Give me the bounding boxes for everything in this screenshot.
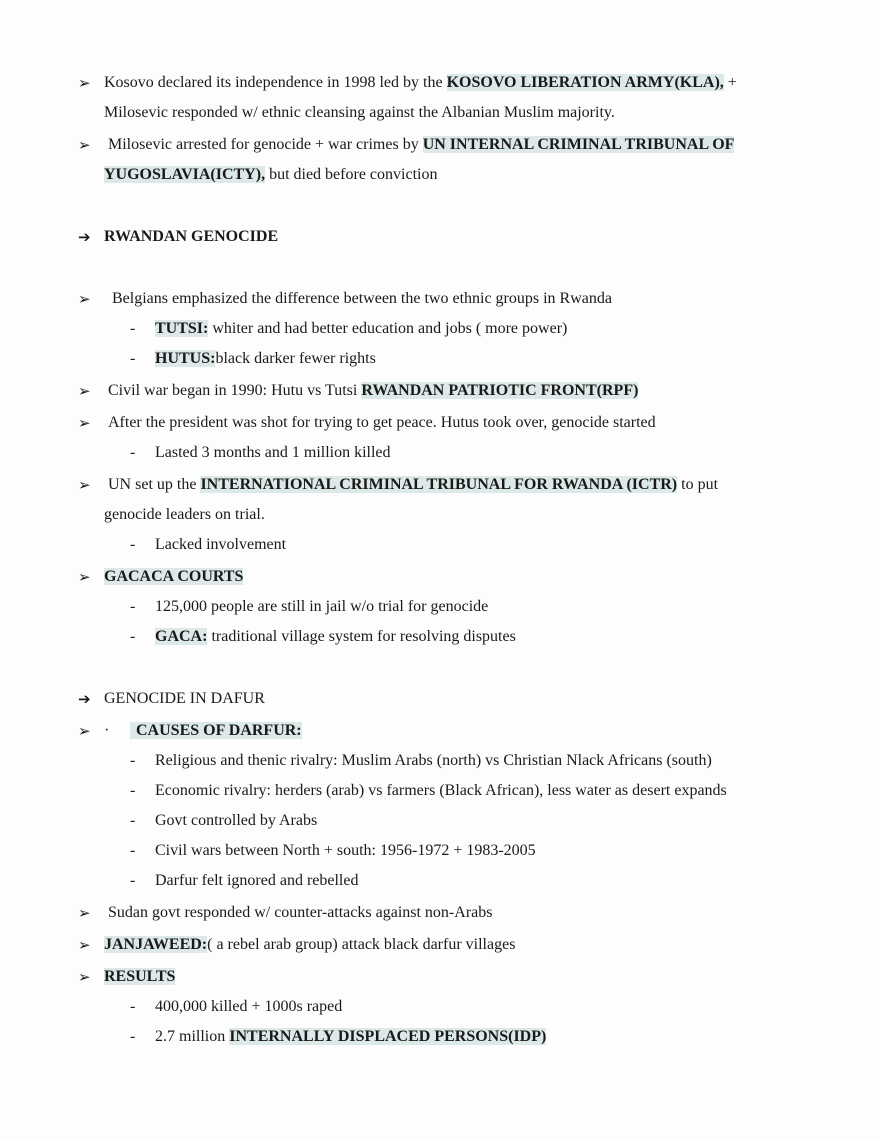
idp-highlight: INTERNALLY DISPLACED PERSONS(IDP) — [229, 1028, 547, 1045]
gacaca-highlight: GACACA COURTS — [104, 568, 244, 585]
results-highlight: RESULTS — [104, 968, 176, 985]
bullet-marker: ➢ — [78, 568, 91, 586]
cause-item: Darfur felt ignored and rebelled — [155, 872, 359, 889]
milosevic-line-1: Milosevic arrested for genocide + war crimes by UN INTERNAL CRIMINAL TRIBUNAL OF — [108, 136, 735, 153]
bullet-marker: ➢ — [78, 414, 91, 432]
bullet-marker: ➢ — [78, 382, 91, 400]
milosevic-line-2: YUGOSLAVIA(ICTY), but died before conviction — [104, 166, 438, 183]
president-line: After the president was shot for trying to get peace. Hutus took over, genocide started — [108, 414, 656, 431]
dash-marker: - — [130, 628, 136, 645]
bullet-marker: ➢ — [78, 476, 91, 494]
sudan-line: Sudan govt responded w/ counter-attacks against non-Arabs — [108, 904, 493, 921]
tutsi-term: TUTSI: — [155, 320, 209, 337]
arrow-marker: ➔ — [78, 228, 91, 246]
janjaweed-line: JANJAWEED:( a rebel arab group) attack black darfur villages — [104, 936, 516, 953]
tutsi-line: TUTSI: whiter and had better education and jobs ( more power) — [155, 320, 568, 337]
dash-marker: - — [130, 444, 136, 461]
ictr-line-1: UN set up the INTERNATIONAL CRIMINAL TRIBUNAL FOR RWANDA (ICTR) to put — [108, 476, 719, 493]
causes-highlight: CAUSES OF DARFUR: — [130, 722, 302, 739]
bullet-marker: ➢ — [78, 968, 91, 986]
dash-marker: - — [130, 320, 136, 337]
gaca-term: GACA: — [155, 628, 208, 645]
results-line — [104, 967, 175, 987]
kosovo-line-2: Milosevic responded w/ ethnic cleansing against the Albanian Muslim majority. — [104, 104, 615, 121]
kosovo-line-1: Kosovo declared its independence in 1998 led by the KOSOVO LIBERATION ARMY(KLA), + — [104, 74, 737, 91]
cause-item: Govt controlled by Arabs — [155, 812, 318, 829]
dash-marker: - — [130, 1028, 136, 1045]
lasted-line: Lasted 3 months and 1 million killed — [155, 444, 391, 461]
causes-dot: · — [104, 722, 110, 739]
hutus-line: HUTUS:black darker fewer rights — [155, 350, 376, 367]
arrow-marker: ➔ — [78, 690, 91, 708]
bullet-marker: ➢ — [78, 904, 91, 922]
ictr-line-2: genocide leaders on trial. — [104, 506, 265, 523]
lacked-line: Lacked involvement — [155, 536, 287, 553]
ictr-highlight: INTERNATIONAL CRIMINAL TRIBUNAL FOR RWANDA (ICTR) — [200, 476, 678, 493]
gaca-line: GACA: traditional village system for resolving disputes — [155, 628, 516, 645]
dash-marker: - — [130, 842, 136, 859]
dash-marker: - — [130, 998, 136, 1015]
belgians-line: Belgians emphasized the difference between the two ethnic groups in Rwanda — [112, 290, 612, 307]
dash-marker: - — [130, 752, 136, 769]
dash-marker: - — [130, 812, 136, 829]
bullet-marker: ➢ — [78, 136, 91, 154]
gacaca-line — [104, 567, 243, 587]
civil-war-line: Civil war began in 1990: Hutu vs Tutsi RWANDAN PATRIOTIC FRONT(RPF) — [108, 382, 639, 399]
kla-highlight: KOSOVO LIBERATION ARMY(KLA), — [446, 74, 724, 91]
darfur-heading: GENOCIDE IN DAFUR — [104, 690, 265, 707]
cause-item: Religious and thenic rivalry: Muslim Arabs (north) vs Christian Nlack Africans (south) — [155, 752, 712, 769]
hutus-term: HUTUS: — [155, 350, 216, 367]
dash-marker: - — [130, 536, 136, 553]
rpf-highlight: RWANDAN PATRIOTIC FRONT(RPF) — [361, 382, 639, 399]
dash-marker: - — [130, 350, 136, 367]
idp-line: 2.7 million INTERNALLY DISPLACED PERSONS(IDP) — [155, 1028, 547, 1045]
killed-line: 400,000 killed + 1000s raped — [155, 998, 343, 1015]
cause-item: Civil wars between North + south: 1956-1972 + 1983-2005 — [155, 842, 536, 859]
bullet-marker: ➢ — [78, 74, 91, 92]
bullet-marker: ➢ — [78, 290, 91, 308]
dash-marker: - — [130, 872, 136, 889]
rwanda-heading: RWANDAN GENOCIDE — [104, 228, 279, 245]
causes-heading — [130, 721, 302, 741]
bullet-marker: ➢ — [78, 936, 91, 954]
dash-marker: - — [130, 598, 136, 615]
janjaweed-term: JANJAWEED: — [104, 936, 208, 953]
icty-highlight: UN INTERNAL CRIMINAL TRIBUNAL OF — [422, 136, 735, 153]
bullet-marker: ➢ — [78, 722, 91, 740]
cause-item: Economic rivalry: herders (arab) vs farmers (Black African), less water as desert expands — [155, 782, 727, 799]
jail-line: 125,000 people are still in jail w/o trial for genocide — [155, 598, 489, 615]
dash-marker: - — [130, 782, 136, 799]
icty-highlight-2: YUGOSLAVIA(ICTY), — [104, 166, 266, 183]
